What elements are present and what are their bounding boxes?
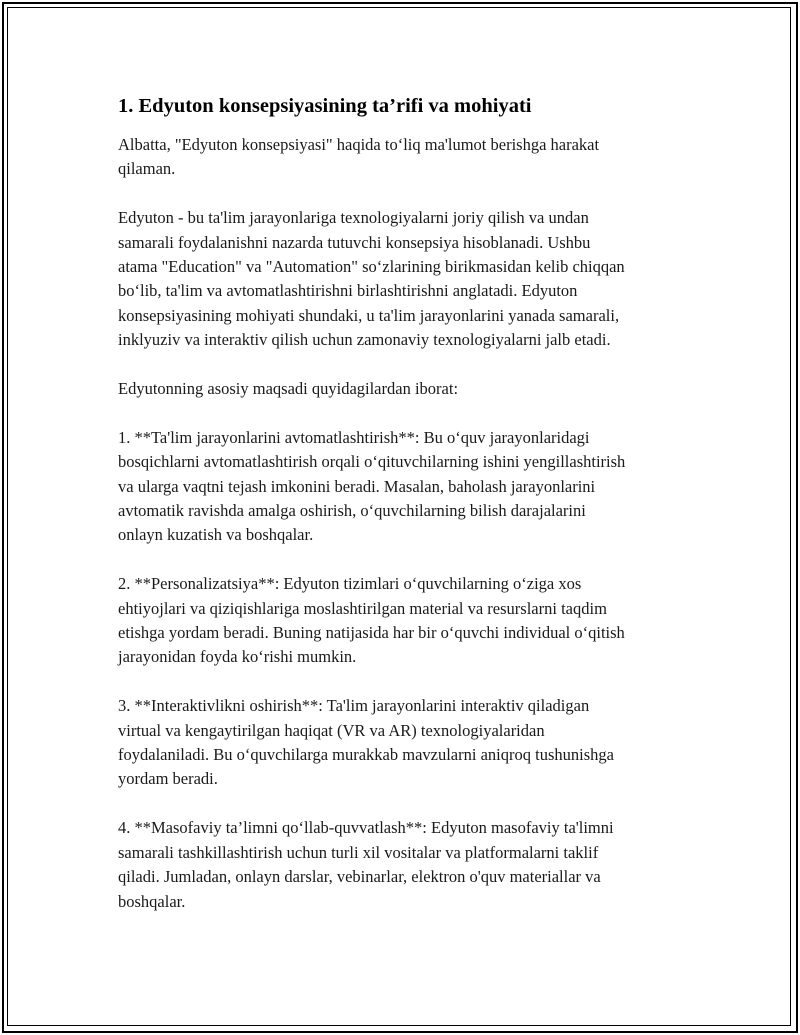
list-item-automation: 1. **Ta'lim jarayonlarini avtomatlashtirish**: Bu o‘quv jarayonlaridagi bosqichlarni avtomatlashtirish orqali o‘qituvchilarning ishini yengillashtirish va ularga vaqtni tejash imkonini beradi. Masalan, baholash jarayonlarini avtomatik ravishda amalga oshirish, o‘quvchilarning bilish darajalarini onlayn kuzatish va boshqalar.: [118, 427, 626, 545]
paragraph-goals-intro: Edyutonning asosiy maqsadi quyidagilardan iborat:: [118, 379, 459, 399]
list-item-interactivity: 3. **Interaktivlikni oshirish**: Ta'lim jarayonlarini interaktiv qiladigan virtual va kengaytirilgan haqiqat (VR va AR) texnologiyalaridan foydalaniladi. Bu o‘quvchilarga murakkab mavzularni aniqroq tushunishga yordam beradi.: [118, 696, 614, 789]
document-body: [118, 92, 688, 938]
section-heading: 1. Edyuton konsepsiyasining ta’rifi va mohiyati: [118, 95, 532, 117]
list-item-distance-learning: 4. **Masofaviy ta’limni qo‘llab-quvvatlash**: Edyuton masofaviy ta'limni samarali tashkillashtirish uchun turli xil vositalar va platformalarni taklif qiladi. Jumladan, onlayn darslar, vebinarlar, elektron o'quv materiallar va boshqalar.: [118, 818, 614, 911]
paragraph-intro: Albatta, "Edyuton konsepsiyasi" haqida to‘liq ma'lumot berishga harakat qilaman.: [118, 135, 600, 179]
list-item-personalization: 2. **Personalizatsiya**: Edyuton tizimlari o‘quvchilarning o‘ziga xos ehtiyojlari va qiziqishlariga moslashtirilgan material va resurslarni taqdim etishga yordam beradi. Buning natijasida har bir o‘quvchi individual o‘qitish jarayonidan foyda ko‘rishi mumkin.: [118, 574, 625, 667]
paragraph-definition: Edyuton - bu ta'lim jarayonlariga texnologiyalarni joriy qilish va undan samarali foydalanishni nazarda tutuvchi konsepsiya hisoblanadi. Ushbu atama "Education" va "Automation" so‘zlarining birikmasidan kelib chiqqan bo‘lib, ta'lim va avtomatlashtirishni birlashtirishni anglatadi. Edyuton konsepsiyasining mohiyati shundaki, u ta'lim jarayonlarini yanada samarali, inklyuziv va interaktiv qilish uchun zamonaviy texnologiyalarni jalb etadi.: [118, 208, 625, 350]
